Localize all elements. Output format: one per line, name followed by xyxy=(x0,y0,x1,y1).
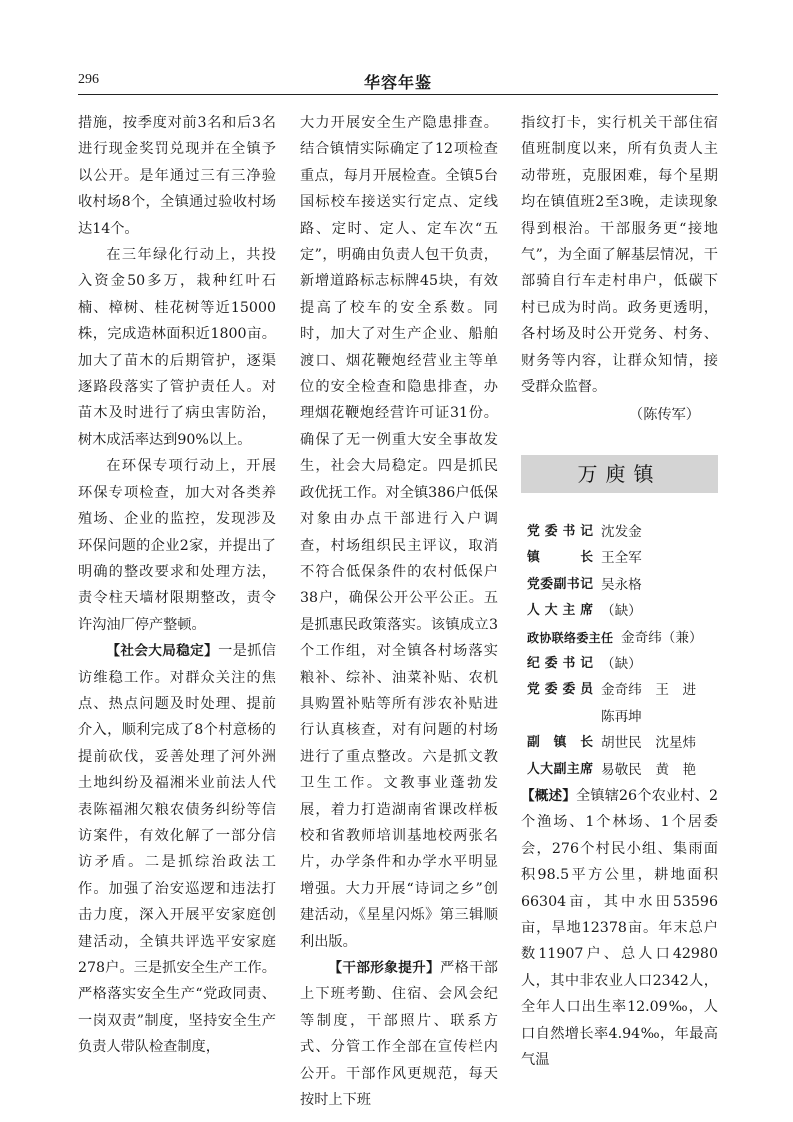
roster-value: 金奇纬（兼） xyxy=(621,629,703,646)
roster-row xyxy=(521,572,718,598)
book-title: 华容年鉴 xyxy=(363,73,432,92)
paragraph: 措施，按季度对前3名和后3名进行现金奖罚兑现并在全镇予以公开。是年通过三有三净验收村场8个，全镇通过验收村场达14个。 xyxy=(78,115,276,237)
column-left xyxy=(78,110,276,1061)
column-right xyxy=(521,110,718,1073)
town-title: 万庾镇 xyxy=(577,461,662,486)
roster-label: 人大副主席 xyxy=(527,761,593,777)
roster-value: 沈发金 xyxy=(601,523,642,540)
section-heading: 【概述】 xyxy=(521,787,576,804)
roster-label: 政协联络委主任 xyxy=(527,630,613,645)
roster-value: 易敬民 黄 艳 xyxy=(601,761,697,778)
roster-row xyxy=(521,651,718,677)
roster-row xyxy=(521,625,718,651)
roster-value: 王全军 xyxy=(601,550,642,567)
roster-value: 金奇纬 王 进 xyxy=(601,682,697,699)
roster-value: 胡世民 沈星炜 xyxy=(601,735,697,752)
leadership-roster xyxy=(521,519,718,783)
paragraph: 大力开展安全生产隐患排查。结合镇情实际确定了12项检查重点，每月开展检查。全镇5台国标校车接送实行定点、定线路、定时、定人、定车次“五定”，明确由负责人包干负责，新增道路标志标牌45块，有效提高了校车的安全系数。同时，加大了对生产企业、船舶渡口、烟花鞭炮经营业主等单位的安全检查和隐患排查，办理烟花鞭炮经营许可证31份。确保了无一例重大安全事故发生，社会大局稳定。四是抓民政优抚工作。对全镇386户低保对象由办点干部进行入户调查，村场组织民主评议，取消不符合低保条件的农村低保户38户，确保公开公平公正。五是抓惠民政策落实。该镇成立3个工作组，对全镇各村场落实粮补、综补、油菜补贴、农机具购置补贴等所有涉农补贴进行认真核查，对有问题的村场进行了重点整改。六是抓文教卫生工作。文教事业蓬勃发展，着力打造湖南省课改样板校和省教师培训基地校两张名片，办学条件和办学水平明显增强。大力开展“诗词之乡”创建活动，《星星闪烁》第三辑顺利出版。 xyxy=(300,115,498,950)
roster-label: 副镇长 xyxy=(527,735,593,751)
roster-continuation: 陈再坤 xyxy=(601,708,642,725)
roster-value: 吴永格 xyxy=(601,576,642,593)
paragraph xyxy=(300,955,498,1113)
page-header xyxy=(78,66,718,95)
paragraph: 指纹打卡，实行机关干部住宿值班制度以来，所有负责人主动带班，克服困难，每个星期均在镇值班2至3晚，走读现象得到根治。干部服务更“接地气”，为全面了解基层情况，干部骑自行车走村串户，低碳下村已成为时尚。政务更透明，各村场及时公开党务、村务、财务等内容，让群众知情，接受群众监督。 xyxy=(521,115,718,396)
roster-value: （缺） xyxy=(601,603,642,620)
paragraph-text: 全镇辖26个农业村、2个渔场、1个林场、1个居委会，276个村民小组、集雨面积98.5平方公里，耕地面积66304亩，其中水田53596亩，旱地12378亩。年末总户数11907户、总人口42980人，其中非农业人口2342人，全年人口出生率12.09‰，人口自然增长率4.94‰，年最高气温 xyxy=(521,787,718,1068)
section-heading: 【干部形象提升】 xyxy=(328,960,441,976)
roster-label: 人大主席 xyxy=(527,603,593,619)
roster-label: 党委委员 xyxy=(527,682,593,698)
roster-label: 纪委书记 xyxy=(527,655,593,671)
roster-row xyxy=(521,598,718,624)
roster-row xyxy=(521,730,718,756)
roster-label: 党委副书记 xyxy=(527,576,593,592)
roster-row xyxy=(521,677,718,703)
roster-label: 镇长 xyxy=(527,550,593,566)
column-middle xyxy=(300,110,498,1113)
roster-value: （缺） xyxy=(601,655,642,672)
paragraph: 在环保专项行动上，开展环保专项检查，加大对各类养殖场、企业的监控，发现涉及环保问题的企业2家，并提出了明确的整改要求和处理方法，责令柱天墙材限期整改，责令许沟油厂停产整顿。 xyxy=(78,458,276,633)
paragraph-text: 一是抓信访维稳工作。对群众关注的焦点、热点问题及时处理、提前介入，顺利完成了8个村意杨的提前砍伐，妥善处理了河外洲土地纠纷及福湘米业前法人代表陈福湘欠粮农债务纠纷等信访案件，有效化解了一部分信访矛盾。二是抓综治政法工作。加强了治安巡逻和违法打击力度，深入开展平安家庭创建活动，全镇共评选平安家庭278户。三是抓安全生产工作。严格落实安全生产“党政同责、一岗双责”制度，坚持安全生产负责人带队检查制度， xyxy=(78,643,276,1056)
paragraph xyxy=(78,638,276,1061)
roster-row xyxy=(521,757,718,783)
roster-label: 党委书记 xyxy=(527,523,593,539)
author-credit: （陈传军） xyxy=(629,407,700,424)
paragraph: 在三年绿化行动上，共投入资金50多万，栽种红叶石楠、樟树、桂花树等近15000株，完成造林面积近1800亩。加大了苗木的后期管护，逐渠逐路段落实了管护责任人。对苗木及时进行了病虫害防治，树木成活率达到90%以上。 xyxy=(78,247,276,448)
town-title-banner xyxy=(521,455,718,493)
page-number: 296 xyxy=(78,72,99,87)
paragraph-text: 严格干部上下班考勤、住宿、会风会纪等制度，干部照片、联系方式、分管工作全部在宣传栏内公开。干部作风更规范，每天按时上下班 xyxy=(300,960,498,1109)
roster-row xyxy=(521,545,718,571)
section-heading: 【社会大局稳定】 xyxy=(106,643,219,660)
paragraph xyxy=(521,783,718,1073)
roster-row xyxy=(521,519,718,545)
